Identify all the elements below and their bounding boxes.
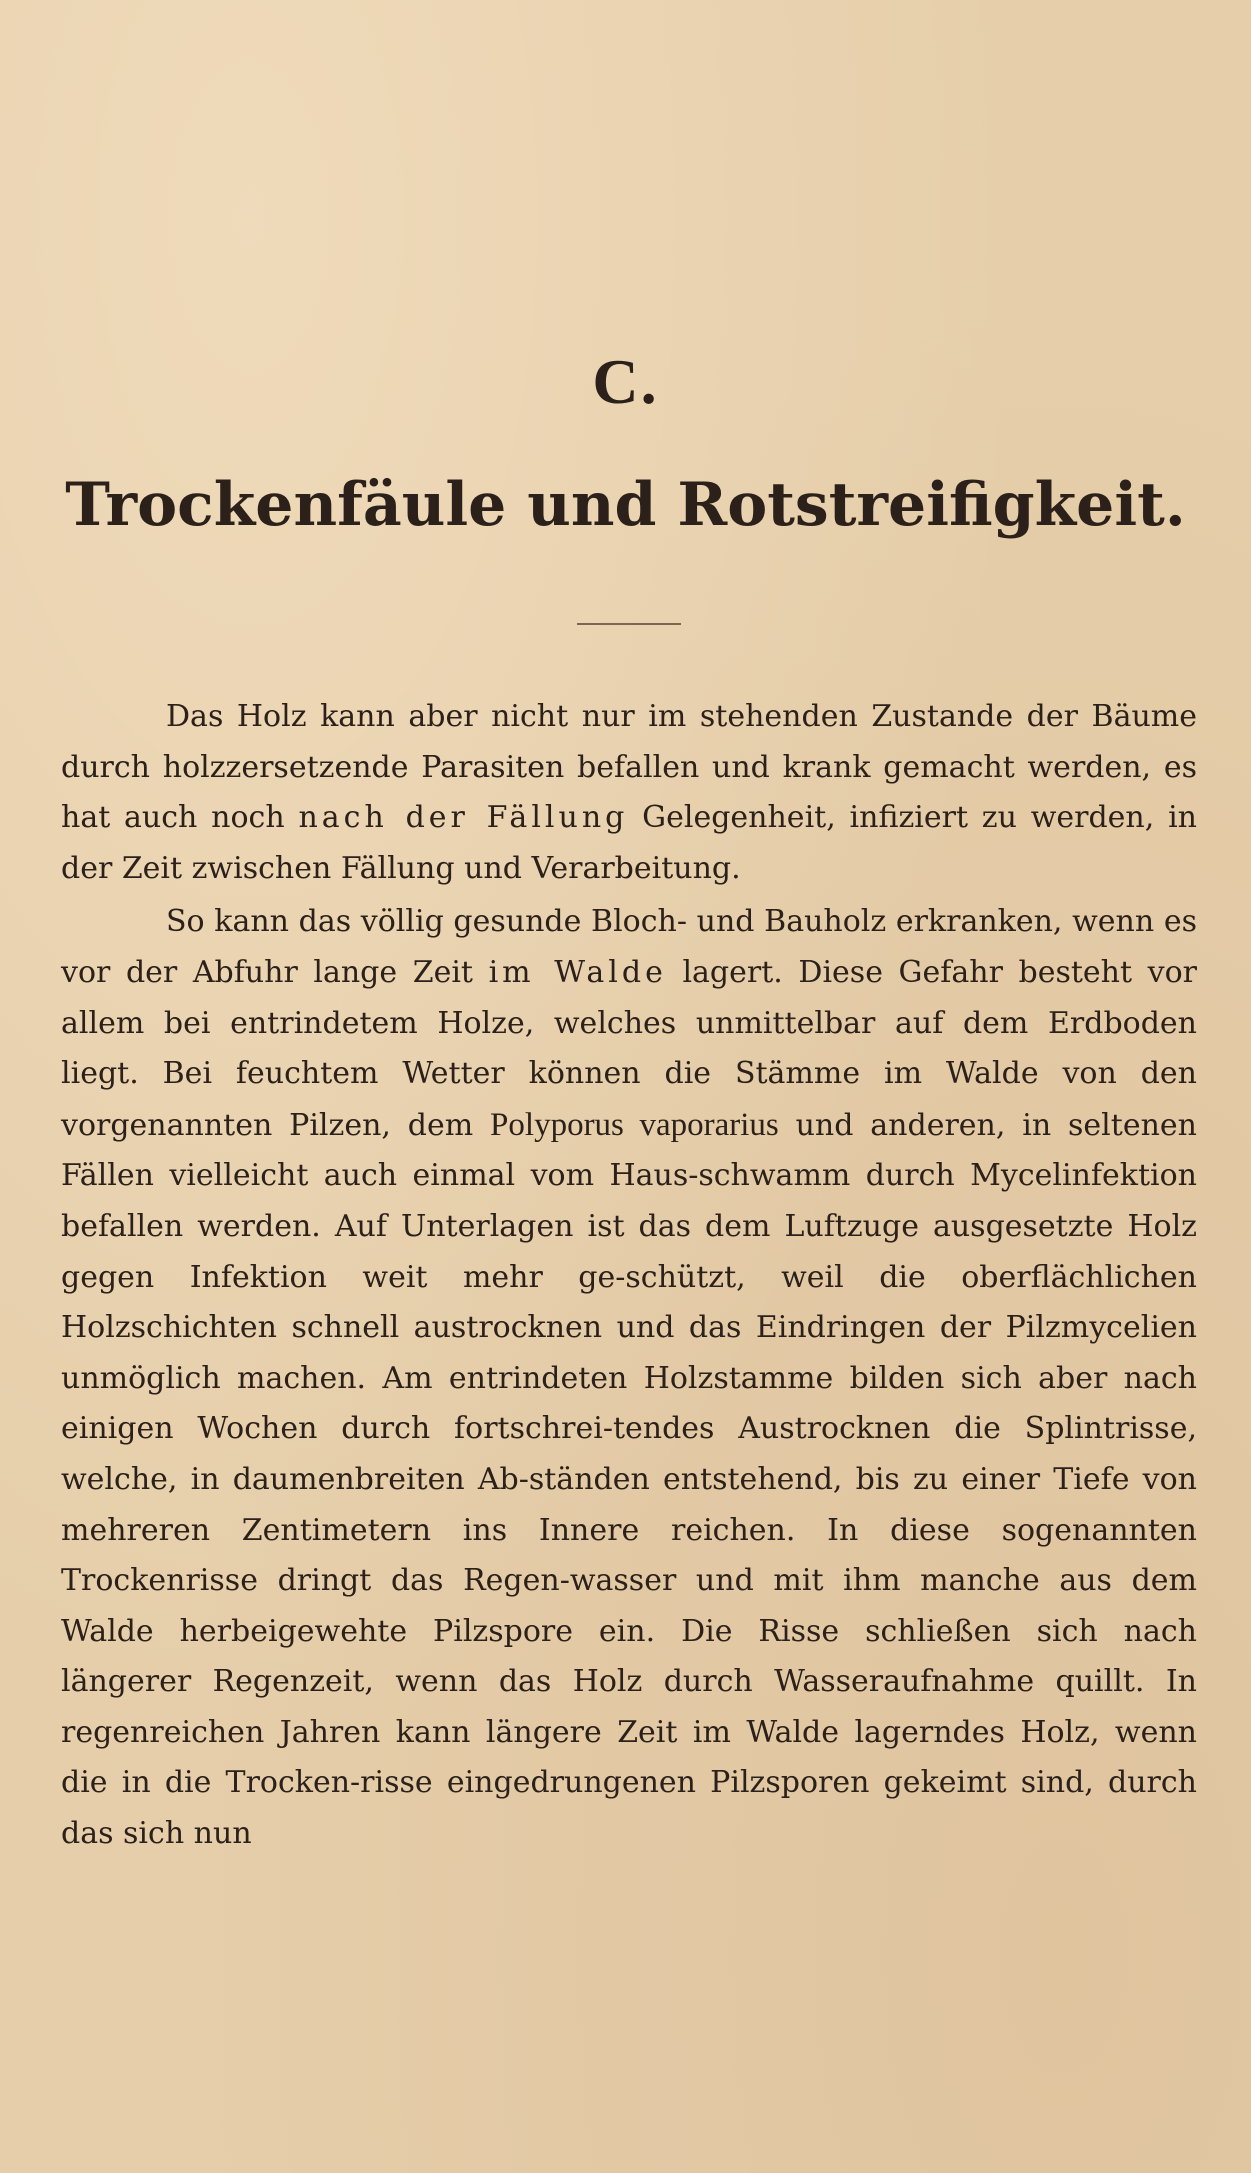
paragraph-2	[61, 897, 1197, 1859]
text-segment: lagert. Diese Gefahr besteht vor allem bei entrindetem Holze, welches unmittelbar auf dem Erdboden liegt. Bei feuchtem Wetter können die Stämme im Walde von den vorgenannten Pilzen, dem	[61, 954, 1197, 1143]
chapter-title: Trockenfäule und Rotstreifigkeit.	[65, 470, 1186, 540]
section-letter: C.	[592, 346, 659, 417]
emphasized-text: im Walde	[488, 954, 667, 990]
text-segment: Gelegenheit, infiziert zu werden, in der Zeit zwischen Fällung und Verarbeitung.	[61, 800, 1197, 886]
body-text	[61, 692, 1197, 1860]
text-segment: Das Holz kann aber nicht nur im stehenden Zustande der Bäume durch holzzersetzende Parasiten befallen und krank gemacht werden, es hat auch noch	[61, 699, 1197, 836]
paragraph-1	[61, 692, 1197, 894]
emphasized-text: nach der Fällung	[298, 800, 629, 836]
text-segment: und anderen, in seltenen Fällen vielleicht auch einmal vom Haus-schwamm durch Mycelinfektion befallen werden. Auf Unterlagen ist das dem Luftzuge ausgesetzte Holz gegen Infektion weit mehr ge-schützt, weil die oberflächlichen Holzschichten schnell austrocknen und das Eindringen der Pilzmycelien unmöglich machen. Am entrindeten Holzstamme bilden sich aber nach einigen Wochen durch fortschrei-tendes Austrocknen die Splintrisse, welche, in daumenbreiten Ab-ständen entstehend, bis zu einer Tiefe von mehreren Zentimetern ins Innere reichen. In diese sogenannten Trockenrisse dringt das Regen-wasser und mit ihm manche aus dem Walde herbeigewehte Pilzspore ein. Die Risse schließen sich nach längerer Regenzeit, wenn das Holz durch Wasseraufnahme quillt. In regenreichen Jahren kann längere Zeit im Walde lagerndes Holz, wenn die in die Trocken-risse eingedrungenen Pilzsporen gekeimt sind, durch das sich nun	[61, 1107, 1197, 1852]
species-name: Polyporus vaporarius	[490, 1106, 779, 1143]
title-divider	[577, 623, 681, 625]
text-segment: So kann das völlig gesunde Bloch- und Bauholz erkranken, wenn es vor der Abfuhr lange Zeit	[61, 904, 1197, 990]
